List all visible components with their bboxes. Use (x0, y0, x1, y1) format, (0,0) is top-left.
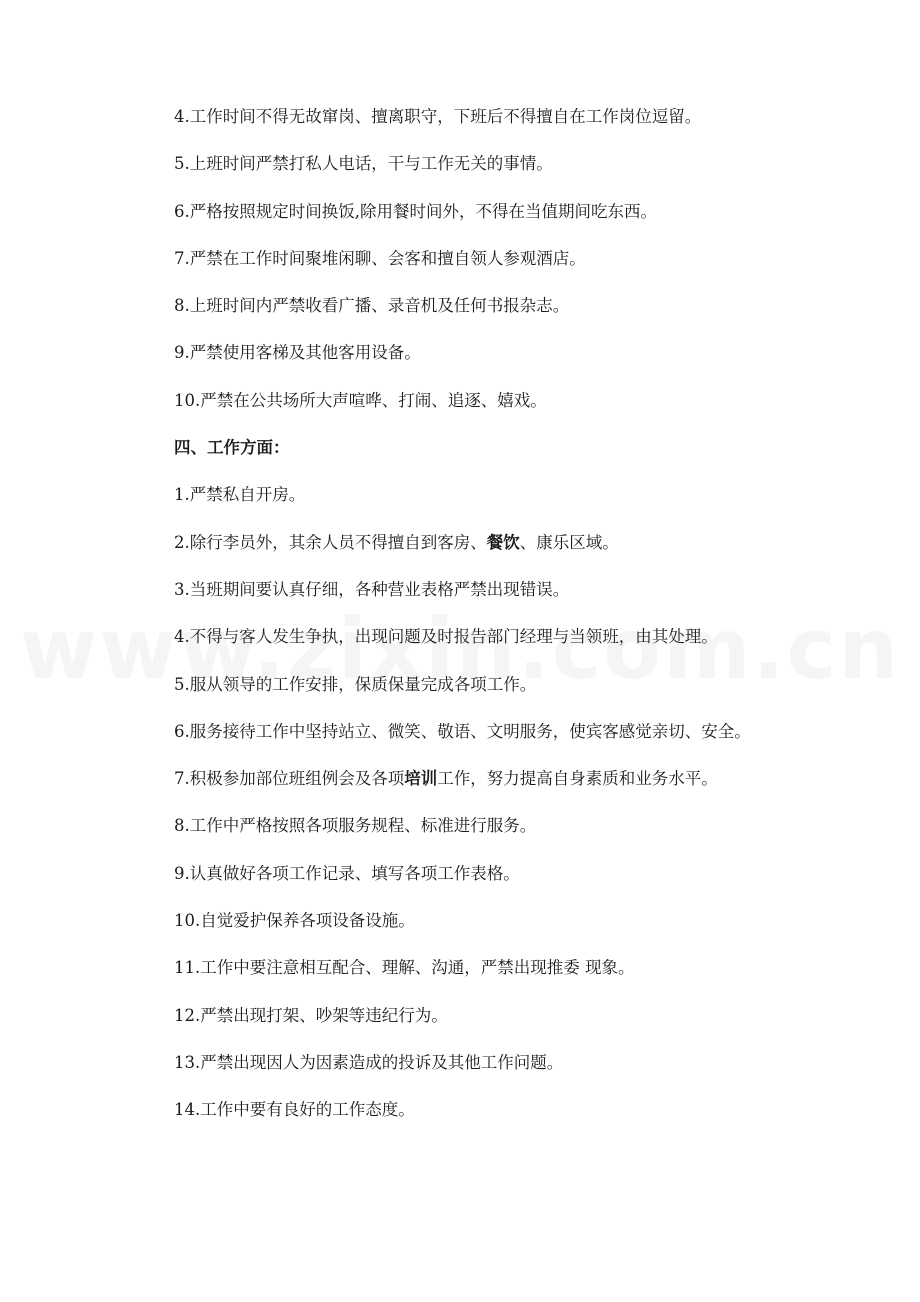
bold-term: 培训 (404, 769, 438, 789)
paragraph-text: 10.自觉爱护保养各项设备设施。 (174, 911, 415, 931)
paragraph-text: 9.严禁使用客梯及其他客用设备。 (174, 343, 421, 363)
paragraph-text: 13.严禁出现因人为因素造成的投诉及其他工作问题。 (174, 1052, 564, 1072)
paragraph-text: 4.不得与客人发生争执，出现问题及时报告部门经理与当领班，由其处理。 (174, 627, 718, 647)
paragraph-text: 7.严禁在工作时间聚堆闲聊、会客和擅自领人参观酒店。 (174, 248, 586, 268)
rule-paragraph (134, 1097, 786, 1123)
rule-paragraph (134, 482, 786, 508)
rule-paragraph (134, 104, 786, 130)
rule-paragraph (134, 1003, 786, 1029)
rule-paragraph (134, 813, 786, 839)
paragraph-text: 14.工作中要有良好的工作态度。 (174, 1100, 415, 1120)
document-body (134, 104, 786, 1145)
paragraph-text: 1.严禁私自开房。 (174, 485, 306, 505)
paragraph-text: 12.严禁出现打架、吵架等违纪行为。 (174, 1005, 448, 1025)
rule-paragraph (134, 577, 786, 603)
rule-paragraph (134, 955, 786, 981)
rule-paragraph (134, 908, 786, 934)
paragraph-text: 3.当班期间要认真仔细，各种营业表格严禁出现错误。 (174, 579, 570, 599)
paragraph-text: 7.积极参加部位班组例会及各项 (174, 769, 405, 789)
section-heading (134, 435, 786, 461)
rule-paragraph (134, 624, 786, 650)
paragraph-text: 8.上班时间内严禁收看广播、录音机及任何书报杂志。 (174, 296, 570, 316)
paragraph-text: 5.上班时间严禁打私人电话，干与工作无关的事情。 (174, 154, 553, 174)
rule-paragraph (134, 530, 786, 556)
paragraph-text: 5.服从领导的工作安排，保质保量完成各项工作。 (174, 674, 537, 694)
rule-paragraph (134, 1050, 786, 1076)
rule-paragraph (134, 199, 786, 225)
paragraph-text: 6.服务接待工作中坚持站立、微笑、敬语、文明服务，使宾客感觉亲切、安全。 (174, 721, 751, 741)
rule-paragraph (134, 861, 786, 887)
paragraph-text: 2.除行李员外，其余人员不得擅自到客房、 (174, 532, 487, 552)
paragraph-text: 10.严禁在公共场所大声喧哗、打闹、追逐、嬉戏。 (174, 390, 547, 410)
rule-paragraph (134, 246, 786, 272)
rule-paragraph (134, 340, 786, 366)
paragraph-text: 8.工作中严格按照各项服务规程、标准进行服务。 (174, 816, 537, 836)
rule-paragraph (134, 672, 786, 698)
bold-term: 餐饮 (486, 532, 520, 552)
paragraph-text: 、康乐区域。 (519, 532, 619, 552)
paragraph-text: 9.认真做好各项工作记录、填写各项工作表格。 (174, 863, 520, 883)
rule-paragraph (134, 388, 786, 414)
rule-paragraph (134, 766, 786, 792)
paragraph-text: 6.严格按照规定时间换饭,除用餐时间外，不得在当值期间吃东西。 (174, 201, 657, 221)
paragraph-text: 四、工作方面： (174, 438, 290, 458)
paragraph-text: 11.工作中要注意相互配合、理解、沟通，严禁出现推委 现象。 (174, 958, 635, 978)
rule-paragraph (134, 293, 786, 319)
rule-paragraph (134, 719, 786, 745)
rule-paragraph (134, 151, 786, 177)
paragraph-text: 4.工作时间不得无故窜岗、擅离职守，下班后不得擅自在工作岗位逗留。 (174, 107, 702, 126)
paragraph-text: 工作，努力提高自身素质和业务水平。 (437, 769, 718, 789)
